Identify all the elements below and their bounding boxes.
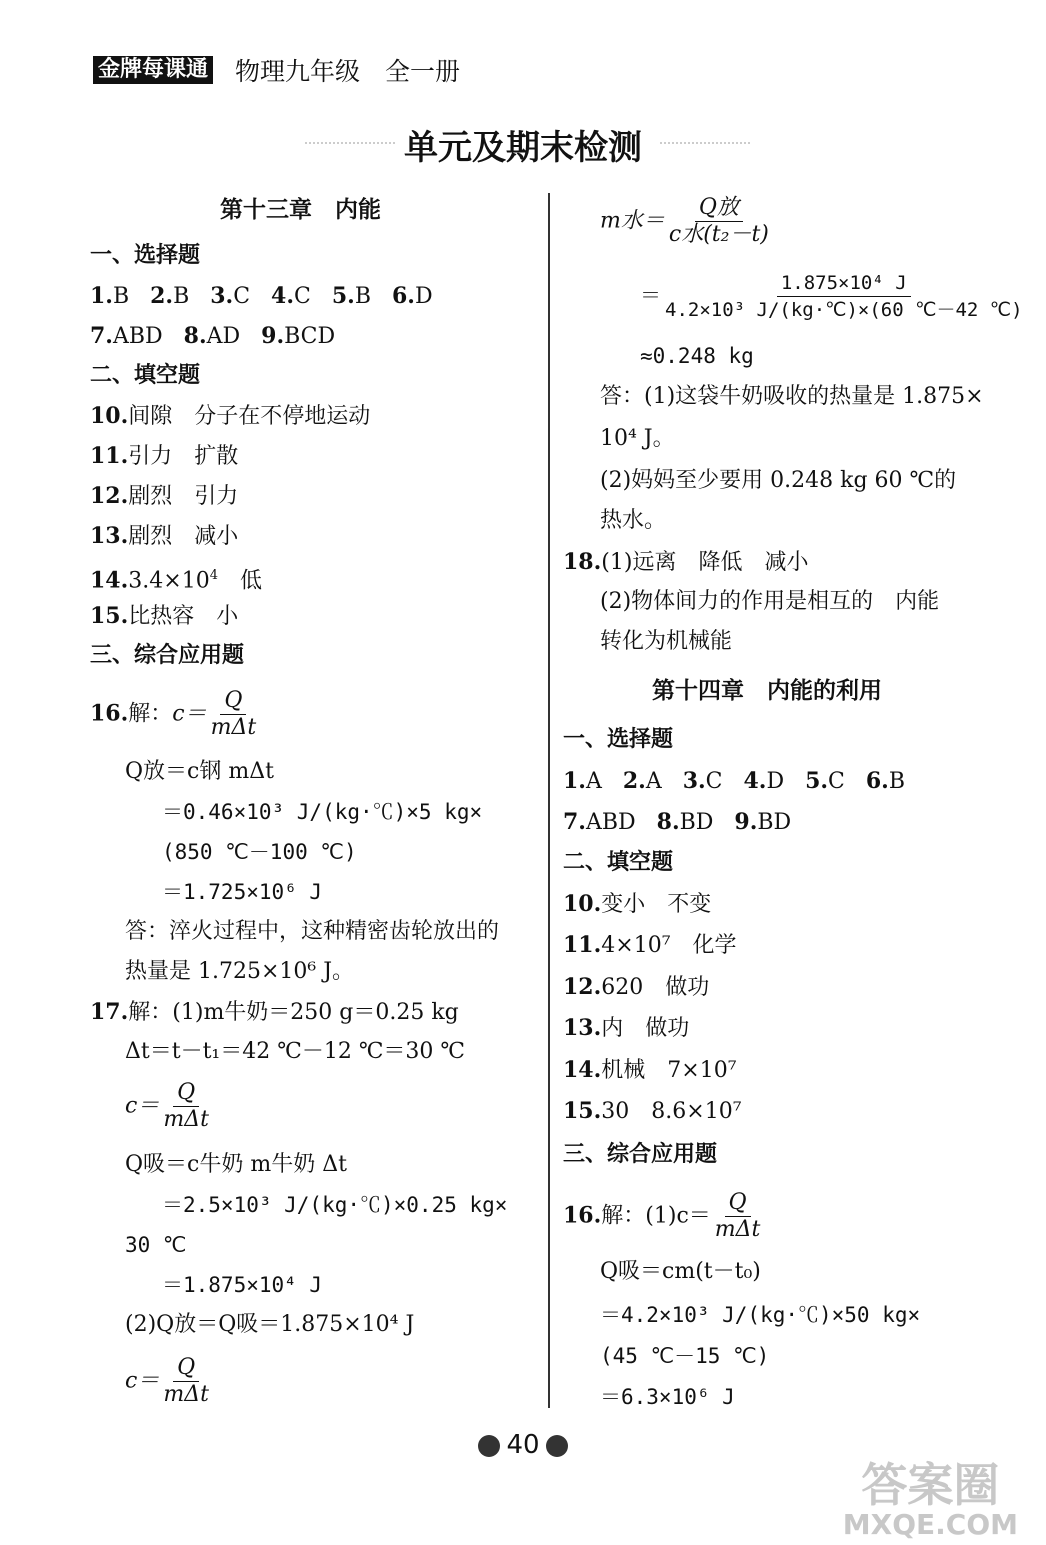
chapter13-q16-formula: 16.解：c＝ $\frac{Q}{\text{mΔt}}$ (90, 688, 257, 740)
chapter13-q17-line7: ＝1.875×10⁴ J (162, 1273, 323, 1297)
chapter13-fill-11: 11.引力 扩散 (90, 443, 239, 469)
chapter13-q16-line2: Q放＝c钢 mΔt (125, 759, 274, 784)
right-answer-4: 热水。 (600, 508, 667, 533)
chapter13-fill-12: 12.剧烈 引力 (90, 483, 239, 509)
chapter14-fill-11: 11.4×10⁷ 化学 (563, 932, 737, 958)
watermark-logo-text: 答案圈 (861, 1458, 1000, 1512)
chapter13-q16-line3: ＝0.46×10³ J/(kg·℃)×5 kg× (162, 800, 483, 824)
chapter14-fill-10: 10.变小 不变 (563, 891, 712, 917)
chapter13-q17-line6: 30 ℃ (125, 1233, 187, 1257)
chapter13-q17-line2: Δt＝t－t₁＝42 ℃－12 ℃＝30 ℃ (125, 1039, 466, 1064)
chapter13-title: 第十三章 内能 (220, 197, 381, 223)
page-title: 单元及期末检测 (404, 128, 642, 168)
chapter13-q17-line5: ＝2.5×10³ J/(kg·℃)×0.25 kg× (162, 1193, 508, 1217)
chapter14-fill-15: 15.30 8.6×10⁷ (563, 1098, 742, 1124)
chapter14-section-choice: 一、选择题 (563, 727, 674, 752)
watermark-url: MXQE.COM (842, 1508, 1018, 1541)
chapter14-q16-line3: ＝4.2×10³ J/(kg·℃)×50 kg× (600, 1303, 921, 1327)
brand-logo: 金牌每课通 (93, 56, 213, 84)
chapter13-fill-13: 13.剧烈 减小 (90, 523, 239, 549)
chapter13-q16-line5: ＝1.725×10⁶ J (162, 880, 323, 904)
chapter14-q16-line4: (45 ℃－15 ℃) (600, 1344, 770, 1368)
chapter14-title: 第十四章 内能的利用 (652, 678, 882, 704)
page-number: 40 (506, 1430, 540, 1460)
watermark (842, 1458, 1018, 1545)
book-title: 物理九年级 全一册 (235, 57, 461, 86)
chapter13-q17-line1: 17.解：(1)m牛奶＝250 g＝0.25 kg (90, 999, 459, 1025)
chapter13-q17-formula: c＝ $\frac{Q}{\text{mΔt}}$ (125, 1080, 209, 1132)
leaf-icon (478, 1435, 500, 1457)
chapter13-q17-formula-2: c＝ $\frac{Q}{\text{mΔt}}$ (125, 1355, 209, 1407)
chapter13-fill-15: 15.比热容 小 (90, 603, 239, 629)
right-q18-line1: 18.(1)远离 降低 减小 (563, 549, 809, 575)
chapter13-choice-row-1: 1.B 2.B 3.C 4.C 5.B 6.D (90, 283, 433, 309)
chapter13-q16-answer-2: 热量是 1.725×10⁶ J。 (125, 959, 355, 984)
chapter14-choice-row-1: 1.A 2.A 3.C 4.D 5.C 6.B (563, 768, 906, 794)
page-footer (0, 1430, 1046, 1460)
chapter14-section-fill: 二、填空题 (563, 850, 674, 875)
chapter14-section-application: 三、综合应用题 (563, 1142, 718, 1167)
chapter13-fill-14: $14.3.4\times 10^4$ 低 (90, 567, 262, 594)
chapter13-section-application: 三、综合应用题 (90, 643, 245, 668)
right-mass-formula: m水＝ $\frac{\text{Q放}}{\text{c水(t₂－t)}}$ (600, 195, 769, 247)
chapter14-q16-formula: 16.解：(1)c＝ $\frac{Q}{\text{mΔt}}$ (563, 1190, 761, 1242)
right-answer-2: 10⁴ J。 (600, 426, 675, 451)
chapter14-choice-row-2: 7.ABD 8.BD 9.BD (563, 809, 792, 835)
column-divider (548, 193, 550, 1408)
leaf-icon (546, 1435, 568, 1457)
right-q18-line2: (2)物体间力的作用是相互的 内能 (600, 589, 940, 614)
chapter13-q17-line8: (2)Q放＝Q吸＝1.875×10⁴ J (125, 1312, 415, 1337)
right-answer-1: 答：(1)这袋牛奶吸收的热量是 1.875× (600, 384, 984, 409)
chapter13-section-fill: 二、填空题 (90, 363, 201, 388)
chapter13-choice-row-2: 7.ABD 8.AD 9.BCD (90, 323, 336, 349)
right-answer-3: (2)妈妈至少要用 0.248 kg 60 ℃的 (600, 468, 957, 493)
right-q18-line3: 转化为机械能 (600, 629, 733, 654)
chapter14-q16-line5: ＝6.3×10⁶ J (600, 1385, 735, 1409)
right-mass-calc: ＝ $\frac{\text{1.875×10⁴ J}}{\text{4.2×10³ J/(kg·℃)×(60 ℃－42 ℃)}}$ (640, 272, 1023, 321)
chapter14-fill-12: 12.620 做功 (563, 974, 710, 1000)
chapter13-q16-answer-1: 答：淬火过程中，这种精密齿轮放出的 (125, 919, 500, 944)
chapter13-section-choice: 一、选择题 (90, 243, 201, 268)
chapter14-q16-line2: Q吸＝cm(t－t₀) (600, 1259, 761, 1284)
chapter14-fill-13: 13.内 做功 (563, 1015, 690, 1041)
chapter13-fill-10: 10.间隙 分子在不停地运动 (90, 403, 371, 429)
chapter13-q17-line4: Q吸＝c牛奶 m牛奶 Δt (125, 1152, 347, 1177)
header (93, 55, 460, 85)
chapter14-fill-14: 14.机械 7×10⁷ (563, 1057, 737, 1083)
chapter13-q16-line4: (850 ℃－100 ℃) (162, 840, 357, 864)
right-approx: ≈0.248 kg (640, 344, 754, 368)
